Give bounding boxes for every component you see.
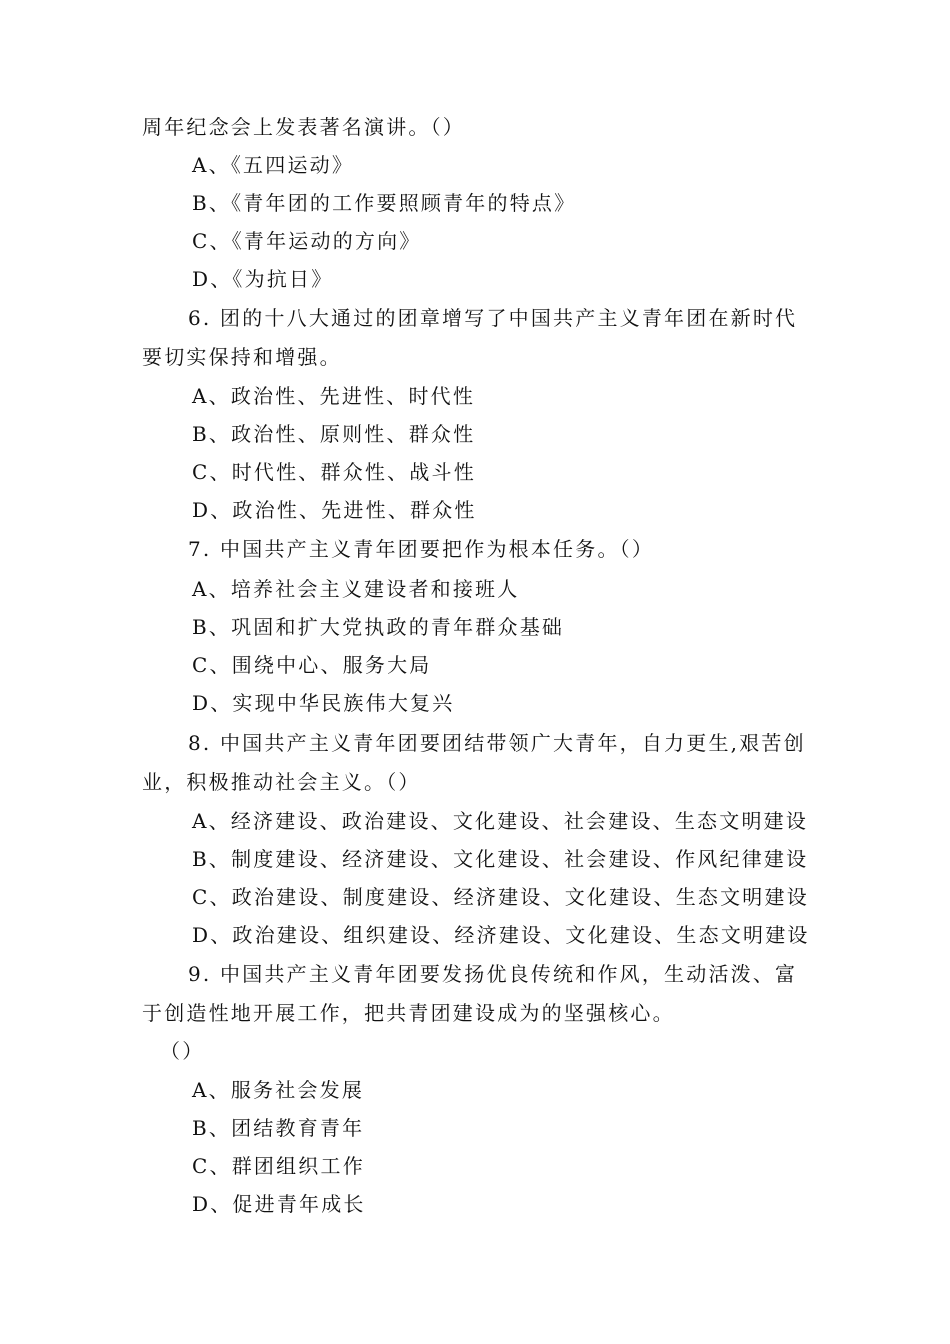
q6-option-d: D、政治性、先进性、群众性 [192, 498, 477, 522]
q8-stem-line2: 业，积极推动社会主义。（） [142, 770, 421, 794]
q8-stem-line1: 8. 中国共产主义青年团要团结带领广大青年，自力更生,艰苦创 [188, 731, 806, 755]
q7-option-a: A、培养社会主义建设者和接班人 [192, 577, 520, 601]
q8-option-b: B、制度建设、经济建设、文化建设、社会建设、作风纪律建设 [192, 847, 809, 871]
q5-option-a: A、《五四运动》 [192, 153, 355, 177]
q9-stem-line2: 于创造性地开展工作，把共青团建设成为的坚强核心。 [142, 1001, 675, 1025]
q7-option-c: C、围绕中心、服务大局 [192, 653, 432, 677]
q9-option-c: C、群团组织工作 [192, 1154, 365, 1178]
q5-option-c: C、《青年运动的方向》 [192, 229, 422, 253]
q8-option-a: A、经济建设、政治建设、文化建设、社会建设、生态文明建设 [192, 809, 809, 833]
q9-answer-blank: （） [160, 1039, 205, 1063]
q5-tail-line: 周年纪念会上发表著名演讲。（） [142, 115, 465, 139]
q6-stem-line2: 要切实保持和增强。 [142, 345, 342, 369]
q9-stem-line1: 9. 中国共产主义青年团要发扬优良传统和作风，生动活泼、富 [188, 962, 798, 986]
q7-option-d: D、实现中华民族伟大复兴 [192, 691, 455, 715]
q7-option-b: B、巩固和扩大党执政的青年群众基础 [192, 615, 565, 639]
q7-stem-line1: 7. 中国共产主义青年团要把作为根本任务。（） [188, 537, 655, 561]
q5-option-b: B、《青年团的工作要照顾青年的特点》 [192, 191, 577, 215]
q9-option-a: A、服务社会发展 [192, 1078, 365, 1102]
q6-stem-line1: 6. 团的十八大通过的团章增写了中国共产主义青年团在新时代 [188, 306, 798, 330]
q8-option-c: C、政治建设、制度建设、经济建设、文化建设、生态文明建设 [192, 885, 809, 909]
q5-option-d: D、《为抗日》 [192, 267, 334, 291]
q6-option-a: A、政治性、先进性、时代性 [192, 384, 476, 408]
q9-option-b: B、团结教育青年 [192, 1116, 365, 1140]
q6-option-b: B、政治性、原则性、群众性 [192, 422, 476, 446]
q6-option-c: C、时代性、群众性、战斗性 [192, 460, 476, 484]
q8-option-d: D、政治建设、组织建设、经济建设、文化建设、生态文明建设 [192, 923, 810, 947]
q9-option-d: D、促进青年成长 [192, 1192, 366, 1216]
